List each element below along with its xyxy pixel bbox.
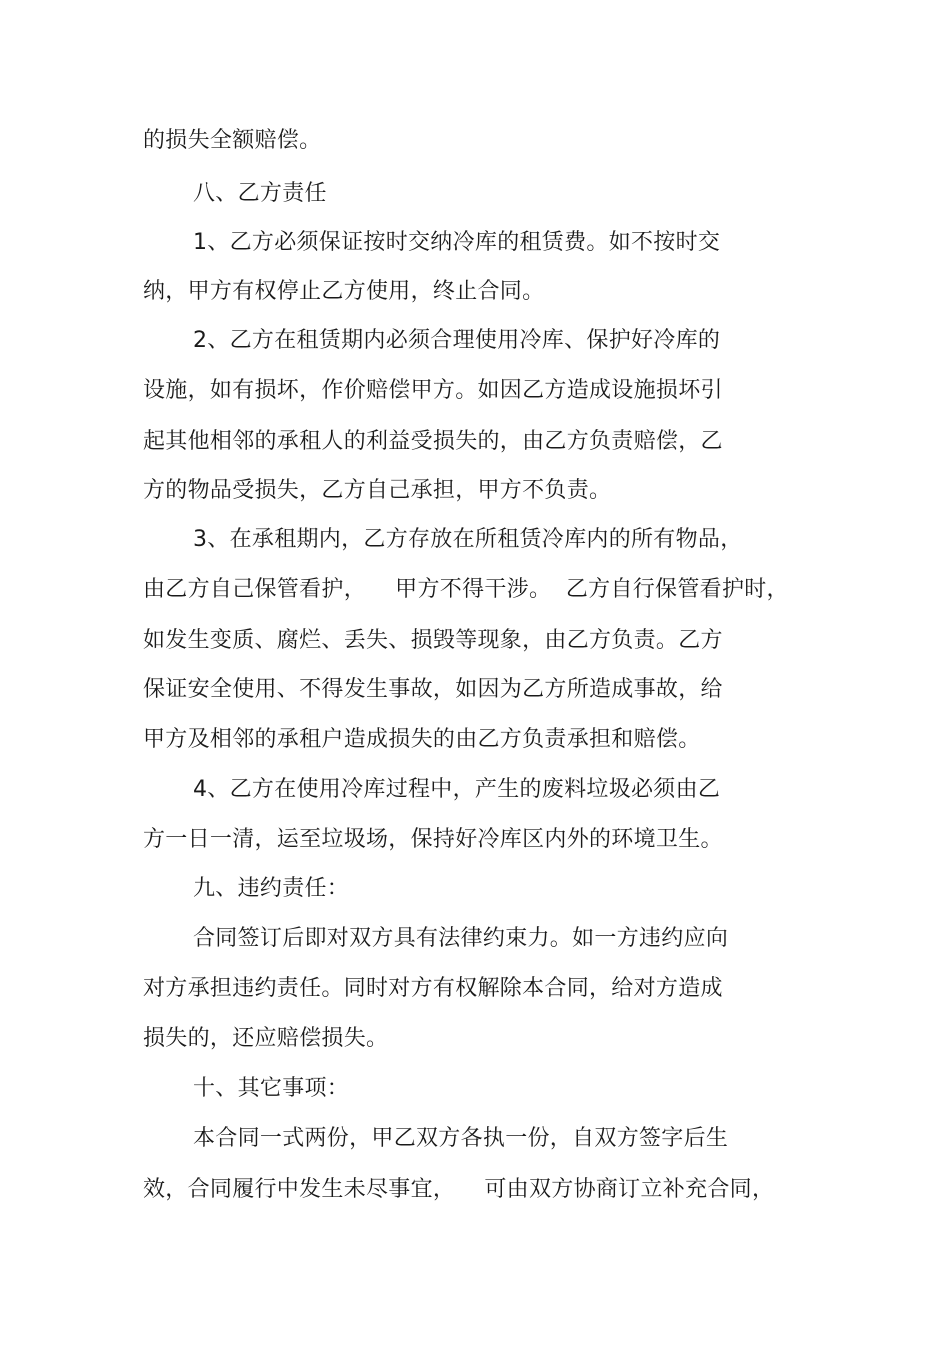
text-line: 1、乙方必须保证按时交纳冷库的租赁费。如不按时交 <box>193 230 721 255</box>
text-line: 起其他相邻的承租人的利益受损失的，由乙方负责赔偿，乙 <box>143 429 723 454</box>
text-line: 2、乙方在租赁期内必须合理使用冷库、保护好冷库的 <box>193 328 721 353</box>
text-line: 由乙方自己保管看护， 甲方不得干涉。 乙方自行保管看护时， <box>143 577 789 602</box>
section-heading: 十、其它事项： <box>193 1076 350 1101</box>
text-line: 本合同一式两份，甲乙双方各执一份，自双方签字后生 <box>193 1126 729 1151</box>
text-line: 纳，甲方有权停止乙方使用，终止合同。 <box>143 279 545 304</box>
text-line: 对方承担违约责任。同时对方有权解除本合同，给对方造成 <box>143 976 723 1001</box>
text-line: 合同签订后即对双方具有法律约束力。如一方违约应向 <box>193 926 729 951</box>
text-line: 方一日一清，运至垃圾场，保持好冷库区内外的环境卫生。 <box>143 827 723 852</box>
text-line: 效，合同履行中发生未尽事宜， 可由双方协商订立补充合同， <box>143 1177 775 1202</box>
text-line: 甲方及相邻的承租户造成损失的由乙方负责承担和赔偿。 <box>143 727 701 752</box>
text-line: 如发生变质、腐烂、丢失、损毁等现象，由乙方负责。乙方 <box>143 628 723 653</box>
text-line: 方的物品受损失，乙方自己承担，甲方不负责。 <box>143 478 612 503</box>
text-line: 的损失全额赔偿。 <box>143 128 322 153</box>
text-line: 4、乙方在使用冷库过程中，产生的废料垃圾必须由乙 <box>193 777 721 802</box>
text-line: 保证安全使用、不得发生事故，如因为乙方所造成事故，给 <box>143 677 723 702</box>
text-line: 损失的，还应赔偿损失。 <box>143 1026 389 1051</box>
section-heading: 九、违约责任： <box>193 876 350 901</box>
text-line: 3、在承租期内，乙方存放在所租赁冷库内的所有物品， <box>193 527 743 552</box>
text-line: 设施，如有损坏，作价赔偿甲方。如因乙方造成设施损坏引 <box>143 378 723 403</box>
section-heading: 八、乙方责任 <box>193 181 327 206</box>
